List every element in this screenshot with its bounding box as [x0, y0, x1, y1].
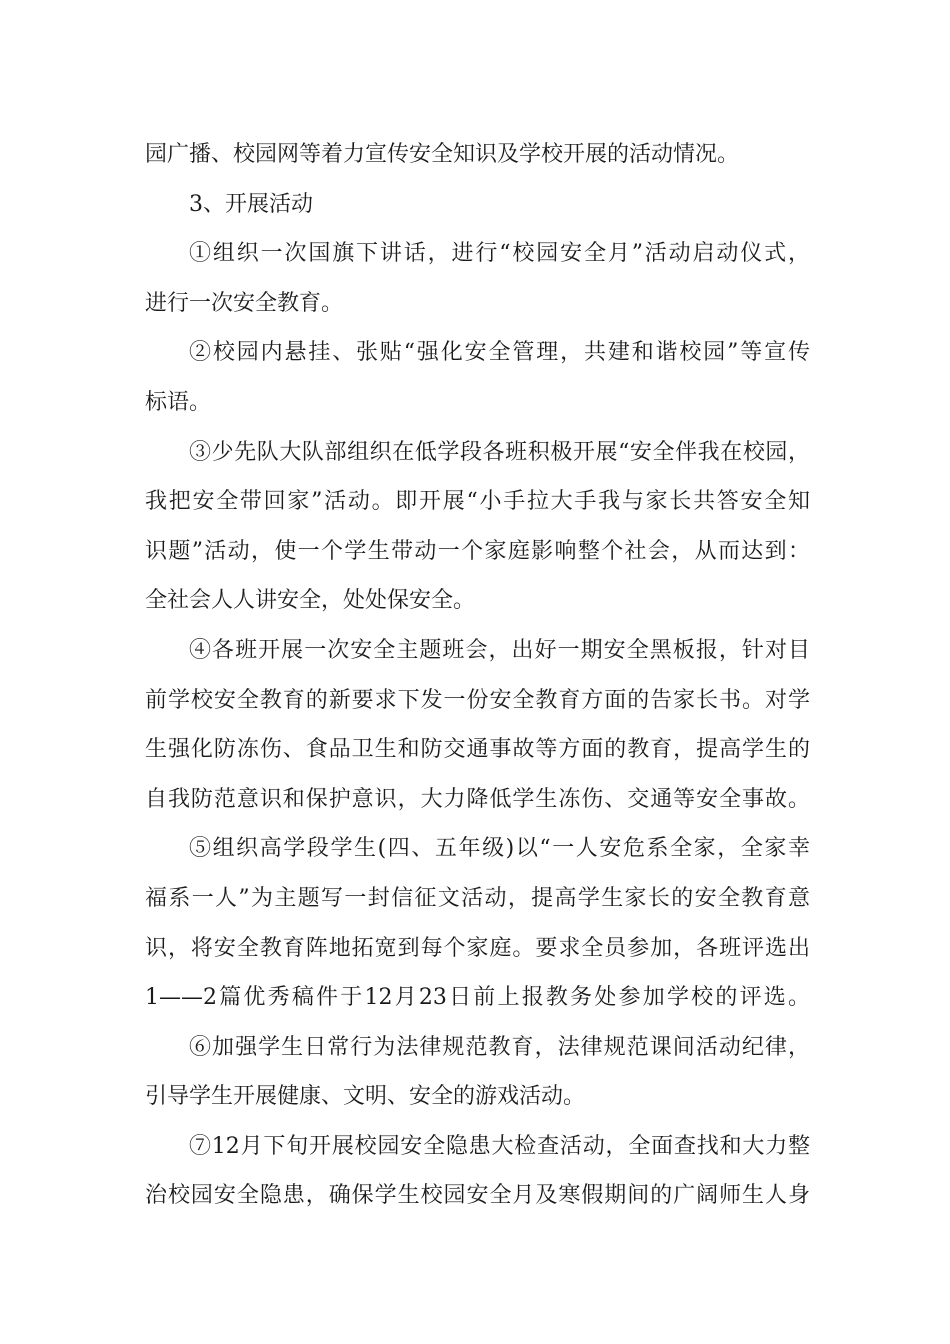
text-line: 福系一人”为主题写一封信征文活动，提高学生家长的安全教育意: [145, 885, 810, 911]
text-line: 识题”活动，使一个学生带动一个家庭影响整个社会，从而达到：: [145, 538, 810, 564]
text-line: 标语。: [145, 389, 212, 415]
text-line: 前学校安全教育的新要求下发一份安全教育方面的告家长书。对学: [145, 687, 810, 713]
text-line: 我把安全带回家”活动。即开展“小手拉大手我与家长共答安全知: [145, 489, 810, 515]
body-text: [145, 130, 810, 1221]
text-line: ①组织一次国旗下讲话，进行“校园安全月”活动启动仪式，: [189, 241, 810, 267]
text-line: 园广播、校园网等着力宣传安全知识及学校开展的活动情况。: [145, 142, 740, 167]
text-line: 自我防范意识和保护意识，大力降低学生冻伤、交通等安全事故。: [145, 786, 810, 812]
text-line: ③少先队大队部组织在低学段各班积极开展“安全伴我在校园，: [189, 439, 810, 465]
text-line: 全社会人人讲安全，处处保安全。: [145, 588, 476, 614]
text-line: ⑦12月下旬开展校园安全隐患大检查活动，全面查找和大力整: [189, 1133, 810, 1159]
text-line: ⑤组织高学段学生(四、五年级)以“一人安危系全家，全家幸: [189, 836, 810, 862]
text-line: 引导学生开展健康、文明、安全的游戏活动。: [145, 1084, 586, 1110]
text-line: 进行一次安全教育。: [145, 290, 344, 316]
text-line: ④各班开展一次安全主题班会，出好一期安全黑板报，针对目: [189, 637, 810, 663]
text-line: 1——2篇优秀稿件于12月23日前上报教务处参加学校的评选。: [145, 985, 810, 1011]
text-line: ②校园内悬挂、张贴“强化安全管理，共建和谐校园”等宣传: [189, 340, 810, 366]
text-line: 治校园安全隐患，确保学生校园安全月及寒假期间的广阔师生人身: [145, 1183, 810, 1209]
text-line: 识，将安全教育阵地拓宽到每个家庭。要求全员参加，各班评选出: [145, 935, 810, 961]
text-line: ⑥加强学生日常行为法律规范教育，法律规范课间活动纪律，: [189, 1034, 810, 1060]
text-line: 3、开展活动: [189, 191, 313, 217]
text-line: 生强化防冻伤、食品卫生和防交通事故等方面的教育，提高学生的: [145, 737, 810, 763]
